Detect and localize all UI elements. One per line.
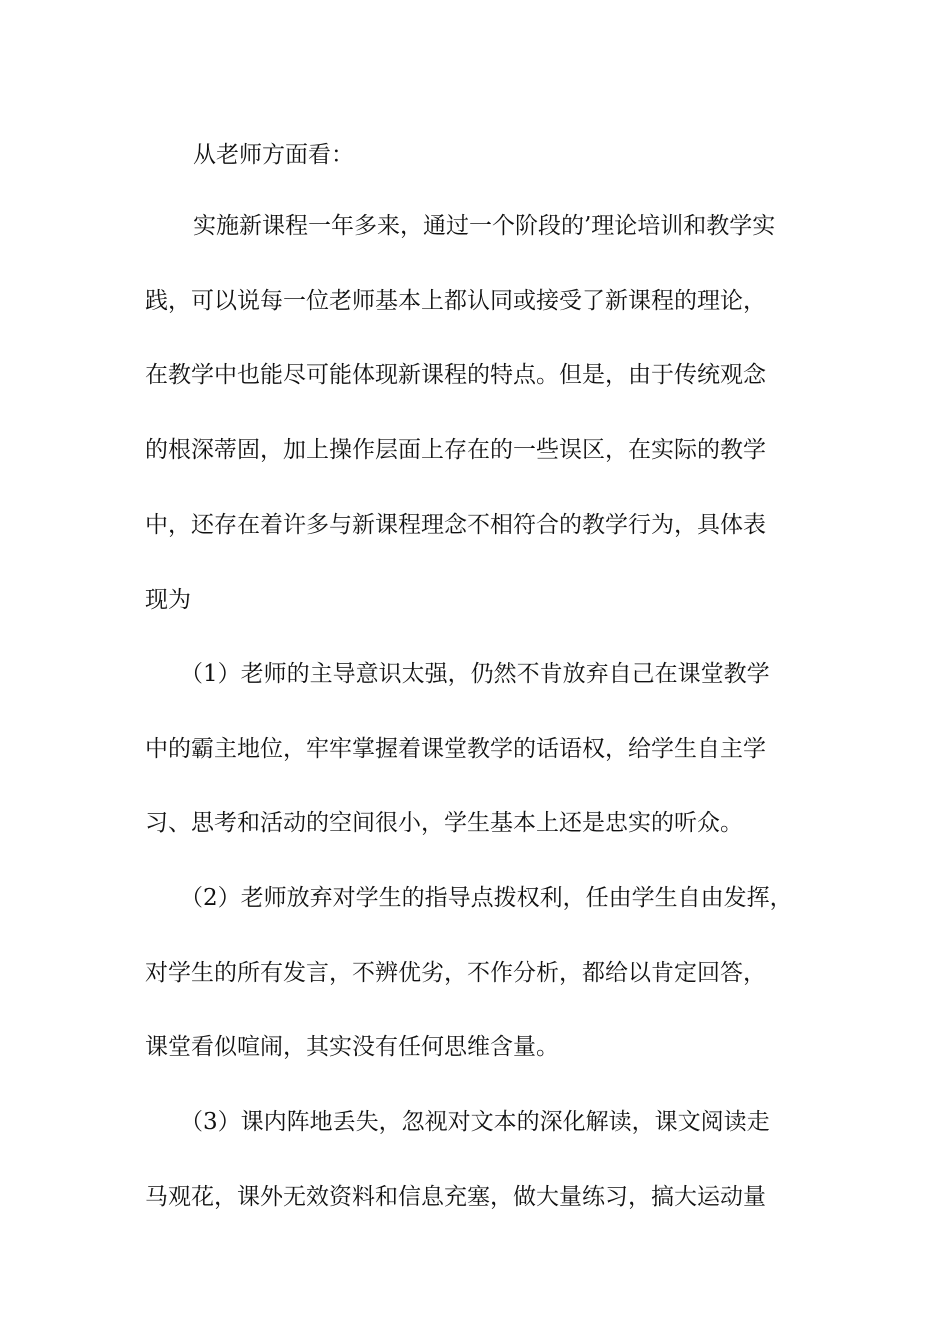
paragraph-line: 在教学中也能尽可能体现新课程的特点。但是，由于传统观念 [145, 362, 766, 388]
paragraph-line: 马观花，课外无效资料和信息充塞，做大量练习，搞大运动量 [145, 1184, 766, 1210]
paragraph-line: 现为 [145, 587, 191, 613]
list-item-line: （3）课内阵地丢失，忽视对文本的深化解读，课文阅读走 [180, 1109, 770, 1135]
paragraph-line: 习、思考和活动的空间很小，学生基本上还是忠实的听众。 [145, 810, 743, 836]
paragraph-line: 中的霸主地位，牢牢掌握着课堂教学的话语权，给学生自主学 [145, 736, 766, 762]
list-item-line: （1）老师的主导意识太强，仍然不肯放弃自己在课堂教学 [180, 661, 770, 687]
paragraph-line: 践，可以说每一位老师基本上都认同或接受了新课程的理论， [145, 288, 766, 314]
section-heading: 从老师方面看： [193, 142, 354, 168]
paragraph-line: 实施新课程一年多来，通过一个阶段的’理论培训和教学实 [193, 213, 776, 239]
list-item-line: （2）老师放弃对学生的指导点拨权利，任由学生自由发挥， [180, 885, 793, 911]
paragraph-line: 中，还存在着许多与新课程理念不相符合的教学行为，具体表 [145, 512, 766, 538]
paragraph-line: 对学生的所有发言，不辨优劣，不作分析，都给以肯定回答， [145, 960, 766, 986]
paragraph-line: 的根深蒂固，加上操作层面上存在的一些误区，在实际的教学 [145, 437, 766, 463]
paragraph-line: 课堂看似喧闹，其实没有任何思维含量。 [145, 1034, 559, 1060]
